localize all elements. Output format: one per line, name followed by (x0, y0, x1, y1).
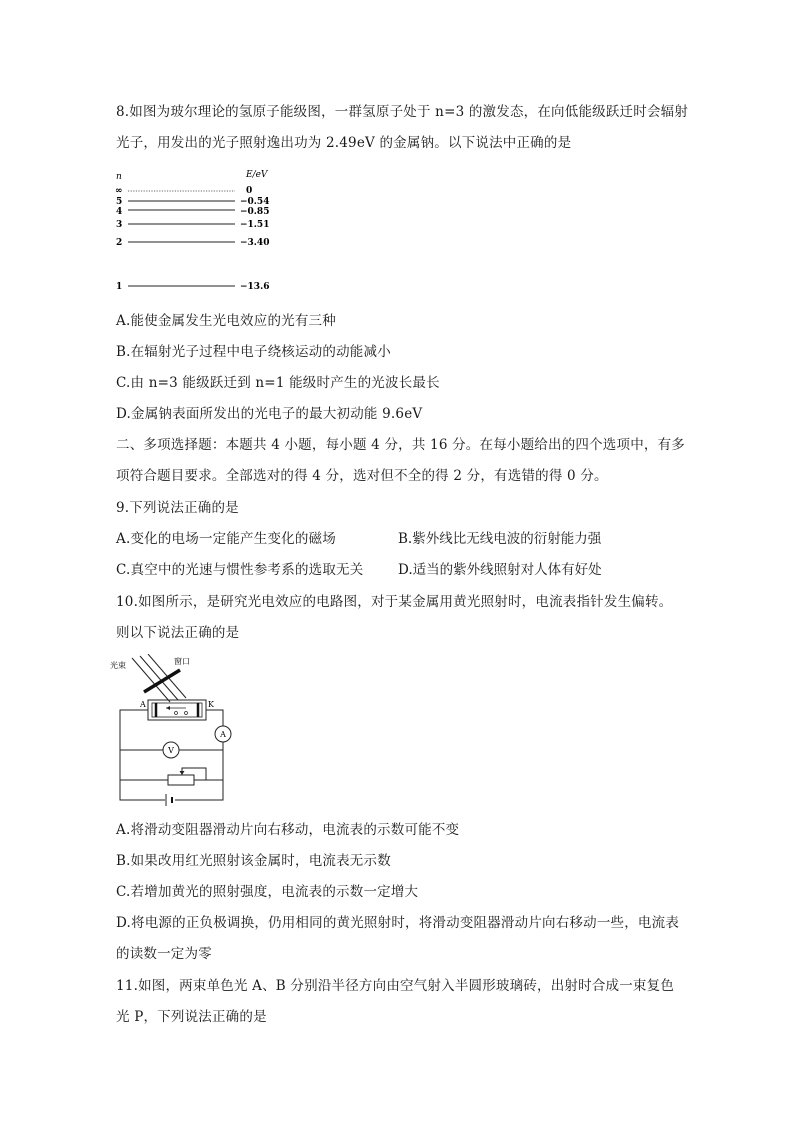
wire-left (120, 710, 165, 800)
photoelectric-circuit-diagram (110, 654, 250, 806)
section2-instructions-line1: 二、多项选择题：本题共 4 小题，每小题 4 分，共 16 分。在每小题给出的四个选项中，有多 (116, 437, 686, 453)
electron-2 (185, 712, 188, 715)
q10-option-b: B.如果改用红光照射该金属时，电流表无示数 (116, 853, 391, 869)
rheostat (168, 775, 194, 785)
level-e-3: −1.51 (240, 220, 270, 230)
q10-stem-line2: 则以下说法正确的是 (116, 625, 240, 641)
q11-stem-line2: 光 P，下列说法正确的是 (116, 1009, 267, 1025)
window-bar (144, 670, 180, 692)
q10-option-c: C.若增加黄光的照射强度，电流表的示数一定增大 (116, 884, 419, 900)
q10-option-d: D.将电源的正负极调换，仍用相同的黄光照射时，将滑动变阻器滑动片向右移动一些，电流表 (116, 915, 680, 931)
anode-label: A (140, 700, 146, 709)
voltmeter-label: V (168, 746, 174, 755)
electron-arrowhead (166, 706, 170, 710)
ammeter-label: A (220, 730, 226, 739)
energy-level-diagram (110, 165, 290, 297)
q9-option-a: A.变化的电场一定能产生变化的磁场 (116, 531, 336, 547)
q9-option-b: B.紫外线比无线电波的衍射能力强 (398, 531, 602, 547)
rheostat-slider-arrow (180, 771, 185, 775)
q11-stem-line1: 11.如图，两束单色光 A、B 分别沿半径方向由空气射入半圆形玻璃砖，出射时合成一束复色 (116, 978, 675, 994)
q10-option-d-continued: 的读数一定为零 (116, 946, 212, 962)
q8-option-c: C.由 n=3 能级跃迁到 n=1 能级时产生的光波长最长 (116, 375, 440, 391)
level-n-inf: ∞ (115, 186, 123, 196)
level-e-4-value: −0.85 (240, 207, 270, 217)
level-e-1: −13.6 (240, 282, 270, 292)
level-e-5: −0.54 (240, 197, 270, 207)
phototube-inner (152, 703, 202, 717)
level-n-2: 2 (116, 238, 123, 248)
q8-option-a: A.能使金属发生光电效应的光有三种 (116, 313, 336, 329)
q8-stem-line2: 光子，用发出的光子照射逸出功为 2.49eV 的金属钠。以下说法中正确的是 (116, 135, 572, 151)
q10-stem-line1: 10.如图所示，是研究光电效应的电路图，对于某金属用黄光照射时，电流表指针发生偏转。 (116, 594, 673, 610)
n-axis-label: n (116, 172, 122, 182)
energy-axis-label: E/eV (246, 170, 268, 180)
q9-option-d: D.适当的紫外线照射对人体有好处 (398, 562, 602, 578)
light-beam-ray-2 (140, 656, 178, 700)
wire-right-top (206, 710, 223, 726)
level-n-4: 4 (116, 207, 123, 217)
section2-instructions-line2: 项符合题目要求。全部选对的得 4 分，选对但不全的得 2 分，有选错的得 0 分。 (116, 468, 608, 484)
q10-option-a: A.将滑动变阻器滑动片向右移动，电流表的示数可能不变 (116, 822, 460, 838)
light-beam-label: 光束 (110, 661, 126, 670)
electron-1 (175, 712, 178, 715)
q8-option-d: D.金属钠表面所发出的光电子的最大初动能 9.6eV (116, 406, 423, 422)
q8-stem-line1: 8.如图为玻尔理论的氢原子能级图，一群氢原子处于 n=3 的激发态，在向低能级跃迁时会辐射 (116, 104, 689, 120)
q9-option-c: C.真空中的光速与惯性参考系的选取无关 (116, 562, 364, 578)
level-n-1: 1 (116, 282, 123, 292)
cathode-label: K (208, 700, 214, 709)
level-n-3: 3 (116, 220, 123, 230)
level-e-2: −3.40 (240, 238, 270, 248)
q8-option-b: B.在辐射光子过程中电子绕核运动的动能减小 (116, 344, 391, 360)
level-n-5: 5 (116, 197, 123, 207)
window-label: 窗口 (174, 657, 190, 666)
level-e-inf: 0 (246, 186, 253, 196)
q9-stem: 9.下列说法正确的是 (116, 500, 239, 516)
